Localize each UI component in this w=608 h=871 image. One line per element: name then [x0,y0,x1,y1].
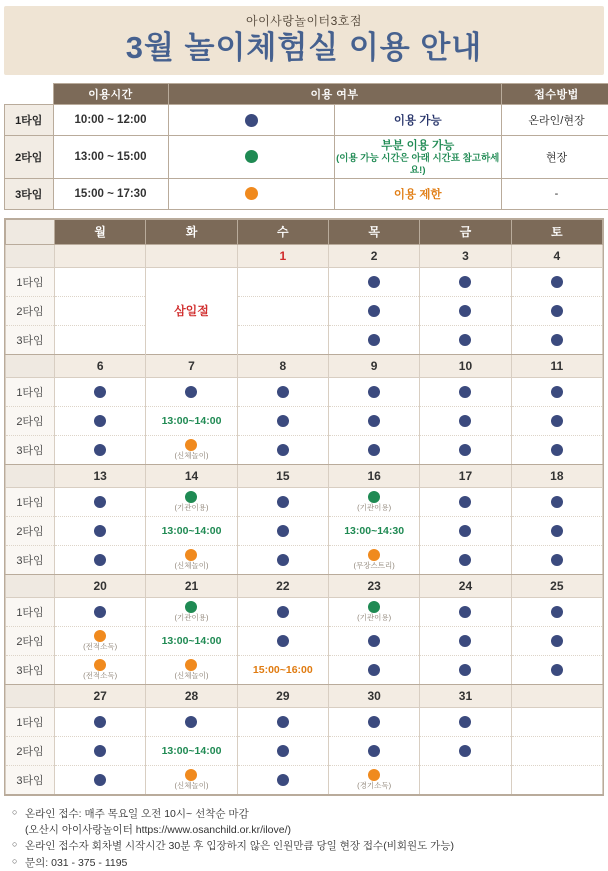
legend-usage-text: 이용 제한 [335,178,502,209]
calendar-green-dot-icon: (기관이용) [146,487,237,516]
calendar-day-header: 목 [328,219,419,244]
calendar-navy-dot-icon [237,406,328,435]
legend-green-dot-icon [168,136,335,179]
calendar-slot-row [6,707,603,736]
calendar-navy-dot-icon [511,325,602,354]
calendar-day-header: 화 [146,219,237,244]
calendar-navy-dot-icon [328,626,419,655]
legend-orange-dot-icon [168,178,335,209]
calendar-dates-row-label [6,464,55,487]
calendar-date-cell: 24 [420,574,511,597]
calendar-date-cell: 1 [237,244,328,267]
calendar-date-cell: 30 [328,684,419,707]
calendar-dates-row [6,574,603,597]
calendar-navy-dot-icon [146,377,237,406]
footer-note-item: ○ 온라인 접수: 매주 목요일 오전 10시~ 선착순 마감 [12,806,598,822]
calendar-orange-dot-icon: (신체놀이) [146,765,237,794]
calendar-date-cell: 25 [511,574,602,597]
calendar-orange-dot-icon: (무장스트리) [328,545,419,574]
calendar-navy-dot-icon [511,545,602,574]
calendar-navy-dot-icon [55,736,146,765]
calendar-navy-dot-icon [55,435,146,464]
calendar-navy-dot-icon [328,267,419,296]
calendar-orange-dot-icon: (전적소독) [55,626,146,655]
calendar-date-cell: 7 [146,354,237,377]
calendar-date-cell: 11 [511,354,602,377]
calendar-body [6,244,603,794]
calendar-orange-dot-icon: (신체놀이) [146,655,237,684]
calendar-navy-dot-icon [237,516,328,545]
calendar-navy-dot-icon [511,516,602,545]
calendar-navy-dot-icon [237,435,328,464]
calendar-navy-dot-icon [511,377,602,406]
calendar-day-header: 금 [420,219,511,244]
calendar-navy-dot-icon [420,597,511,626]
calendar-slot-label: 3타임 [6,435,55,464]
calendar-navy-dot-icon [55,707,146,736]
calendar-slot-label: 1타임 [6,707,55,736]
calendar-slot-label: 1타임 [6,267,55,296]
calendar-dates-row-label [6,574,55,597]
calendar-navy-dot-icon [55,765,146,794]
calendar-date-cell: 9 [328,354,419,377]
calendar-navy-dot-icon [237,707,328,736]
calendar-navy-dot-icon [328,406,419,435]
calendar-green-dot-icon: (기관이용) [328,487,419,516]
calendar-navy-dot-icon [511,406,602,435]
calendar-slot-label: 3타임 [6,545,55,574]
calendar [4,218,604,796]
calendar-navy-dot-icon [420,296,511,325]
calendar-slot-label: 2타임 [6,516,55,545]
calendar-navy-dot-icon [55,377,146,406]
calendar-navy-dot-icon [237,626,328,655]
calendar-navy-dot-icon [420,545,511,574]
calendar-slot-row [6,597,603,626]
calendar-navy-dot-icon [511,487,602,516]
calendar-navy-dot-icon [511,655,602,684]
calendar-time-note: 15:00~16:00 [237,655,328,684]
legend-slot-label: 2타임 [5,136,54,179]
calendar-navy-dot-icon [55,516,146,545]
calendar-navy-dot-icon [420,377,511,406]
calendar-navy-dot-icon [237,736,328,765]
calendar-date-cell: 29 [237,684,328,707]
calendar-date-cell: 22 [237,574,328,597]
calendar-orange-dot-icon: (신체놀이) [146,435,237,464]
calendar-slot-row [6,765,603,794]
calendar-date-cell [55,244,146,267]
calendar-orange-dot-icon: (신체놀이) [146,545,237,574]
calendar-green-dot-icon: (기관이용) [146,597,237,626]
calendar-date-cell: 27 [55,684,146,707]
calendar-orange-dot-icon: (전적소독) [55,655,146,684]
calendar-time-note: 13:00~14:00 [146,736,237,765]
calendar-dates-row [6,244,603,267]
calendar-navy-dot-icon [420,516,511,545]
calendar-date-cell: 2 [328,244,419,267]
calendar-navy-dot-icon [328,736,419,765]
calendar-slot-row [6,516,603,545]
calendar-navy-dot-icon [237,765,328,794]
calendar-date-cell: 16 [328,464,419,487]
calendar-date-cell: 15 [237,464,328,487]
calendar-navy-dot-icon [420,267,511,296]
calendar-slot-row [6,406,603,435]
legend-header-time: 이용시간 [53,84,168,105]
calendar-dates-row [6,684,603,707]
footer-note-subitem: (오산시 아이사랑놀이터 https://www.osanchild.or.kr/ilove/) [12,822,598,838]
calendar-time-note: 13:00~14:00 [146,626,237,655]
legend-slot-label: 3타임 [5,178,54,209]
calendar-navy-dot-icon [511,626,602,655]
calendar-date-cell: 18 [511,464,602,487]
page-title: 3월 놀이체험실 이용 안내 [4,31,604,65]
calendar-date-cell: 28 [146,684,237,707]
legend-slot-label: 1타임 [5,105,54,136]
legend-usage-text: 이용 가능 [335,105,502,136]
legend-method-value: 온라인/현장 [501,105,608,136]
calendar-navy-dot-icon [511,435,602,464]
calendar-corner-cell [6,219,55,244]
header-subtitle: 아이사랑놀이터3호점 [4,12,604,29]
legend-header-method: 접수방법 [501,84,608,105]
calendar-navy-dot-icon [237,545,328,574]
calendar-empty-cell [237,325,328,354]
calendar-day-header: 수 [237,219,328,244]
calendar-navy-dot-icon [328,377,419,406]
calendar-date-cell: 8 [237,354,328,377]
calendar-date-cell: 4 [511,244,602,267]
legend-row [5,105,608,136]
calendar-navy-dot-icon [420,435,511,464]
legend-time-value: 10:00 ~ 12:00 [53,105,168,136]
calendar-date-cell: 14 [146,464,237,487]
calendar-slot-row [6,325,603,354]
calendar-slot-row [6,655,603,684]
legend-header-usage: 이용 여부 [168,84,501,105]
calendar-date-cell: 17 [420,464,511,487]
calendar-navy-dot-icon [420,655,511,684]
calendar-table [5,219,603,795]
calendar-navy-dot-icon [328,435,419,464]
calendar-navy-dot-icon [328,296,419,325]
calendar-navy-dot-icon [511,296,602,325]
calendar-slot-label: 3타임 [6,325,55,354]
calendar-navy-dot-icon [237,377,328,406]
calendar-day-header: 토 [511,219,602,244]
calendar-slot-row [6,377,603,406]
legend-row [5,136,608,179]
calendar-slot-label: 3타임 [6,765,55,794]
calendar-empty-cell [55,325,146,354]
calendar-date-cell: 31 [420,684,511,707]
calendar-empty-cell [511,765,602,794]
legend-method-value: - [501,178,608,209]
calendar-slot-label: 3타임 [6,655,55,684]
calendar-date-cell: 23 [328,574,419,597]
calendar-navy-dot-icon [420,707,511,736]
calendar-date-cell: 3 [420,244,511,267]
calendar-empty-cell [511,707,602,736]
calendar-empty-cell [55,267,146,296]
calendar-slot-row [6,267,603,296]
legend-corner [5,84,54,105]
legend-time-value: 13:00 ~ 15:00 [53,136,168,179]
calendar-dates-row [6,354,603,377]
calendar-dates-row-label [6,684,55,707]
calendar-slot-label: 1타임 [6,377,55,406]
calendar-slot-row [6,626,603,655]
legend-table [4,83,608,210]
legend-method-value: 현장 [501,136,608,179]
calendar-slot-row [6,435,603,464]
calendar-navy-dot-icon [55,597,146,626]
calendar-navy-dot-icon [328,707,419,736]
calendar-day-header: 월 [55,219,146,244]
calendar-orange-dot-icon: (경기소독) [328,765,419,794]
calendar-empty-cell [237,296,328,325]
calendar-header-row [6,219,603,244]
page-root [0,6,608,815]
calendar-slot-label: 2타임 [6,736,55,765]
calendar-date-cell: 10 [420,354,511,377]
calendar-slot-label: 1타임 [6,487,55,516]
calendar-navy-dot-icon [328,325,419,354]
calendar-dates-row [6,464,603,487]
calendar-slot-row [6,487,603,516]
footer-note-item: ○ 문의: 031 - 375 - 1195 [12,855,598,871]
calendar-time-note: 13:00~14:00 [146,516,237,545]
calendar-slot-label: 2타임 [6,626,55,655]
calendar-date-cell [146,244,237,267]
footer-note-item: ○ 온라인 접수자 회차별 시작시간 30분 후 입장하지 않은 인원만큼 당일 현장 접수(비회원도 가능) [12,838,598,854]
calendar-navy-dot-icon [511,597,602,626]
calendar-dates-row-label [6,244,55,267]
calendar-date-cell [511,684,602,707]
calendar-time-note: 13:00~14:00 [146,406,237,435]
calendar-navy-dot-icon [237,487,328,516]
calendar-date-cell: 6 [55,354,146,377]
calendar-holiday-cell: 삼일절 [146,267,237,354]
header-banner [4,6,604,75]
calendar-navy-dot-icon [420,406,511,435]
calendar-navy-dot-icon [237,597,328,626]
calendar-slot-label: 2타임 [6,296,55,325]
calendar-navy-dot-icon [55,545,146,574]
calendar-dates-row-label [6,354,55,377]
calendar-empty-cell [420,765,511,794]
legend-header-row [5,84,608,105]
calendar-empty-cell [511,736,602,765]
calendar-green-dot-icon: (기관이용) [328,597,419,626]
calendar-date-cell: 20 [55,574,146,597]
calendar-navy-dot-icon [420,626,511,655]
calendar-time-note: 13:00~14:30 [328,516,419,545]
calendar-slot-label: 2타임 [6,406,55,435]
legend-body [5,105,608,210]
calendar-navy-dot-icon [55,487,146,516]
calendar-slot-row [6,736,603,765]
calendar-date-cell: 13 [55,464,146,487]
calendar-date-cell: 21 [146,574,237,597]
calendar-navy-dot-icon [420,736,511,765]
calendar-navy-dot-icon [511,267,602,296]
legend-navy-dot-icon [168,105,335,136]
calendar-navy-dot-icon [55,406,146,435]
calendar-navy-dot-icon [328,655,419,684]
calendar-navy-dot-icon [420,487,511,516]
calendar-navy-dot-icon [420,325,511,354]
legend-time-value: 15:00 ~ 17:30 [53,178,168,209]
calendar-empty-cell [237,267,328,296]
legend-usage-text: 부분 이용 가능 (이용 가능 시간은 아래 시간표 참고하세요!) [335,136,502,179]
calendar-slot-label: 1타임 [6,597,55,626]
footer-notes [12,806,598,871]
legend-row [5,178,608,209]
calendar-slot-row [6,545,603,574]
calendar-slot-row [6,296,603,325]
calendar-navy-dot-icon [146,707,237,736]
calendar-empty-cell [55,296,146,325]
